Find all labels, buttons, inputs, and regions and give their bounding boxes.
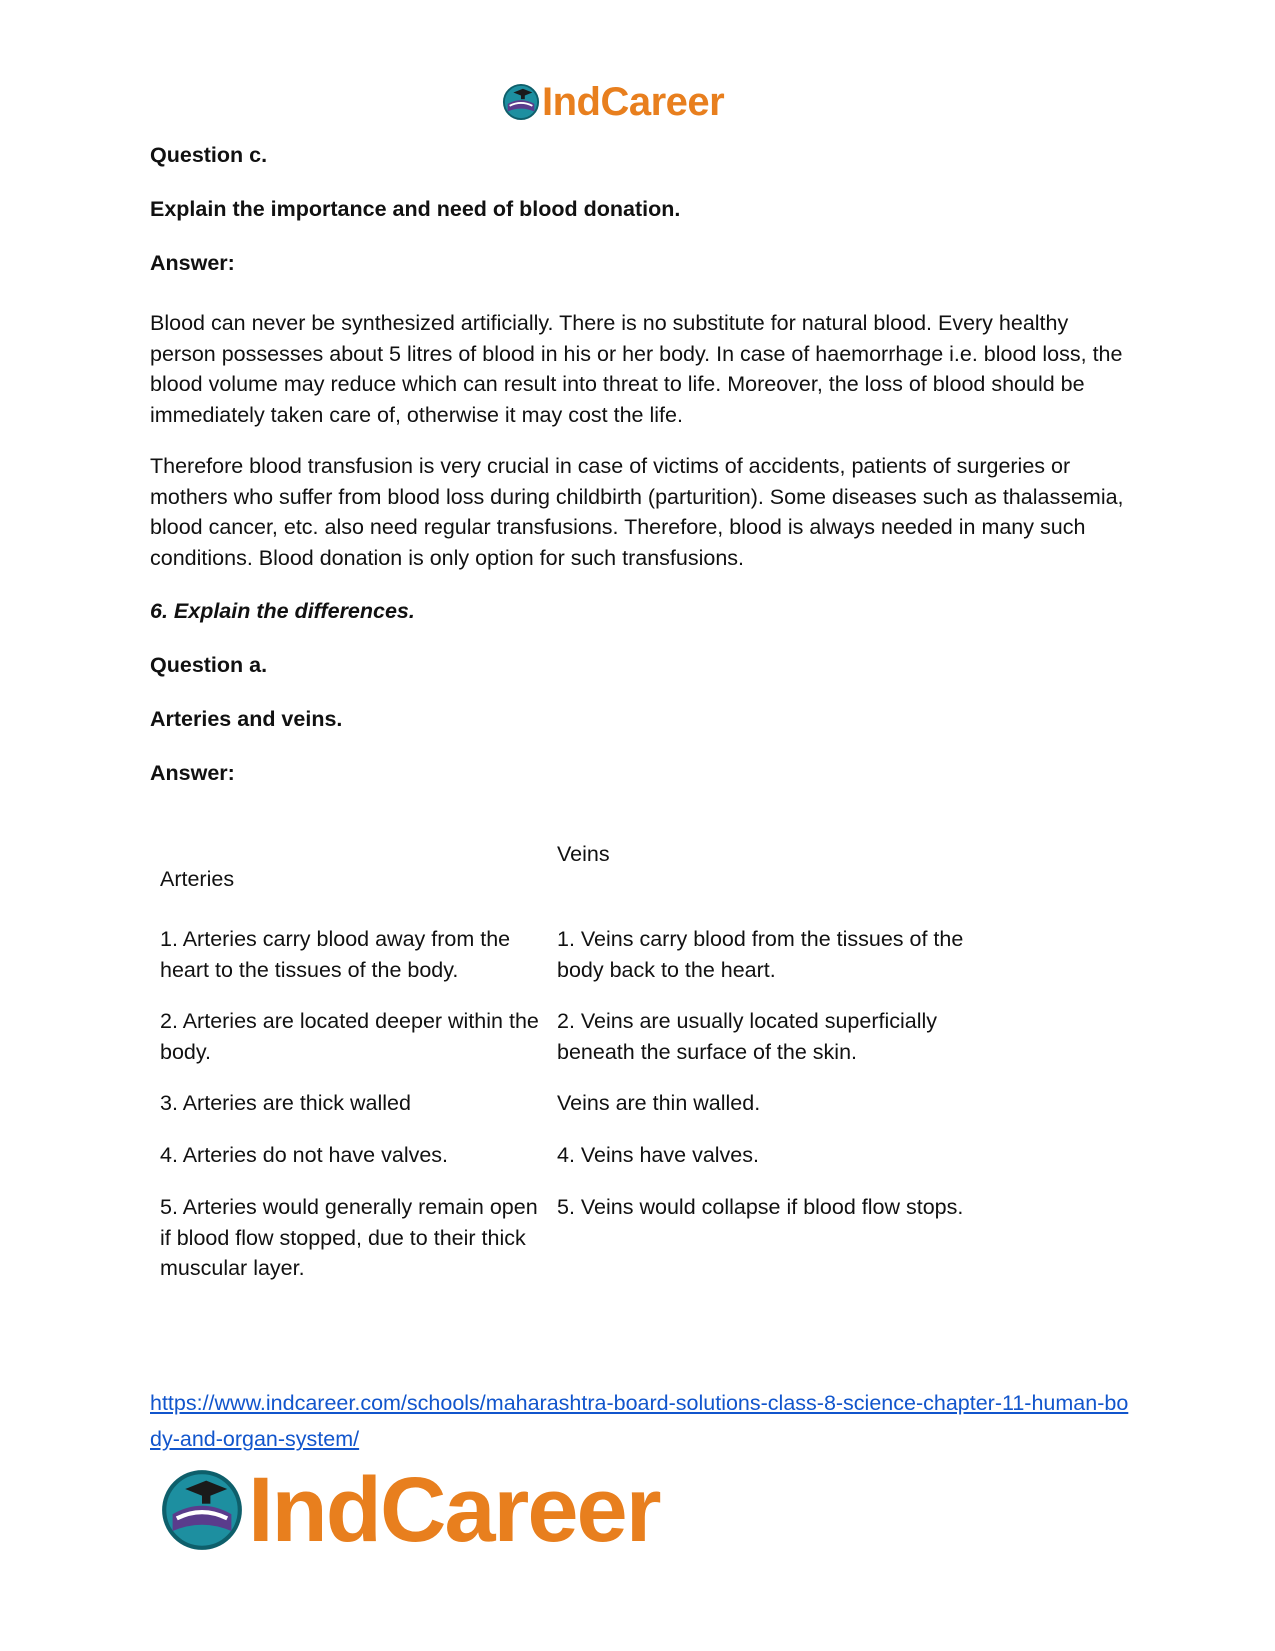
table-cell-veins: 5. Veins would collapse if blood flow stops. [557,1195,964,1219]
table-header-arteries: Arteries [160,867,235,891]
table-cell-veins: 4. Veins have valves. [557,1143,759,1167]
question-a-label: Question a. [150,653,268,677]
table-cell-arteries: 2. Arteries are located deeper within the body. [160,1009,539,1064]
question-a-text: Arteries and veins. [150,707,343,731]
table-cell-veins: Veins are thin walled. [557,1091,761,1115]
question-c-text: Explain the importance and need of blood donation. [150,197,681,221]
answer-label-c: Answer: [150,251,235,275]
answer-label-a: Answer: [150,761,235,785]
answer-paragraph-1: Blood can never be synthesized artificially. There is no substitute for natural blood. Every healthy person possesses about 5 litres of blood in his or her body. In case of haemorrhage i.e. blood loss, the blood volume may reduce which can result into threat to life. Moreover, the loss of blood should be immediately taken care of, otherwise it may cost the life. [150,311,1123,427]
source-url-link[interactable]: https://www.indcareer.com/schools/maharashtra-board-solutions-class-8-science-chapter-11-human-body-and-organ-system/ [150,1391,1129,1451]
question-c-label: Question c. [150,143,268,167]
logo-text: IndCareer [248,1459,660,1561]
header-logo [502,80,724,124]
logo-text: IndCareer [542,80,725,124]
table-cell-arteries: 3. Arteries are thick walled [160,1091,411,1115]
globe-book-icon [502,83,540,121]
table-cell-arteries: 1. Arteries carry blood away from the heart to the tissues of the body. [160,927,511,982]
table-cell-arteries: 4. Arteries do not have valves. [160,1143,449,1167]
answer-paragraph-2: Therefore blood transfusion is very crucial in case of victims of accidents, patients of surgeries or mothers who suffer from blood loss during childbirth (parturition). Some diseases such as thalassemia, blood cancer, etc. also need regular transfusions. Therefore, blood is always needed in many such conditions. Blood donation is only option for such transfusions. [150,454,1124,570]
table-header-veins: Veins [557,842,610,866]
section-6-heading: 6. Explain the differences. [150,599,415,623]
table-cell-veins: 1. Veins carry blood from the tissues of the body back to the heart. [557,927,964,982]
globe-book-icon [160,1468,244,1552]
footer-logo [160,1459,660,1561]
table-cell-arteries: 5. Arteries would generally remain open if blood flow stopped, due to their thick muscular layer. [160,1195,538,1280]
table-cell-veins: 2. Veins are usually located superficially beneath the surface of the skin. [557,1009,938,1064]
